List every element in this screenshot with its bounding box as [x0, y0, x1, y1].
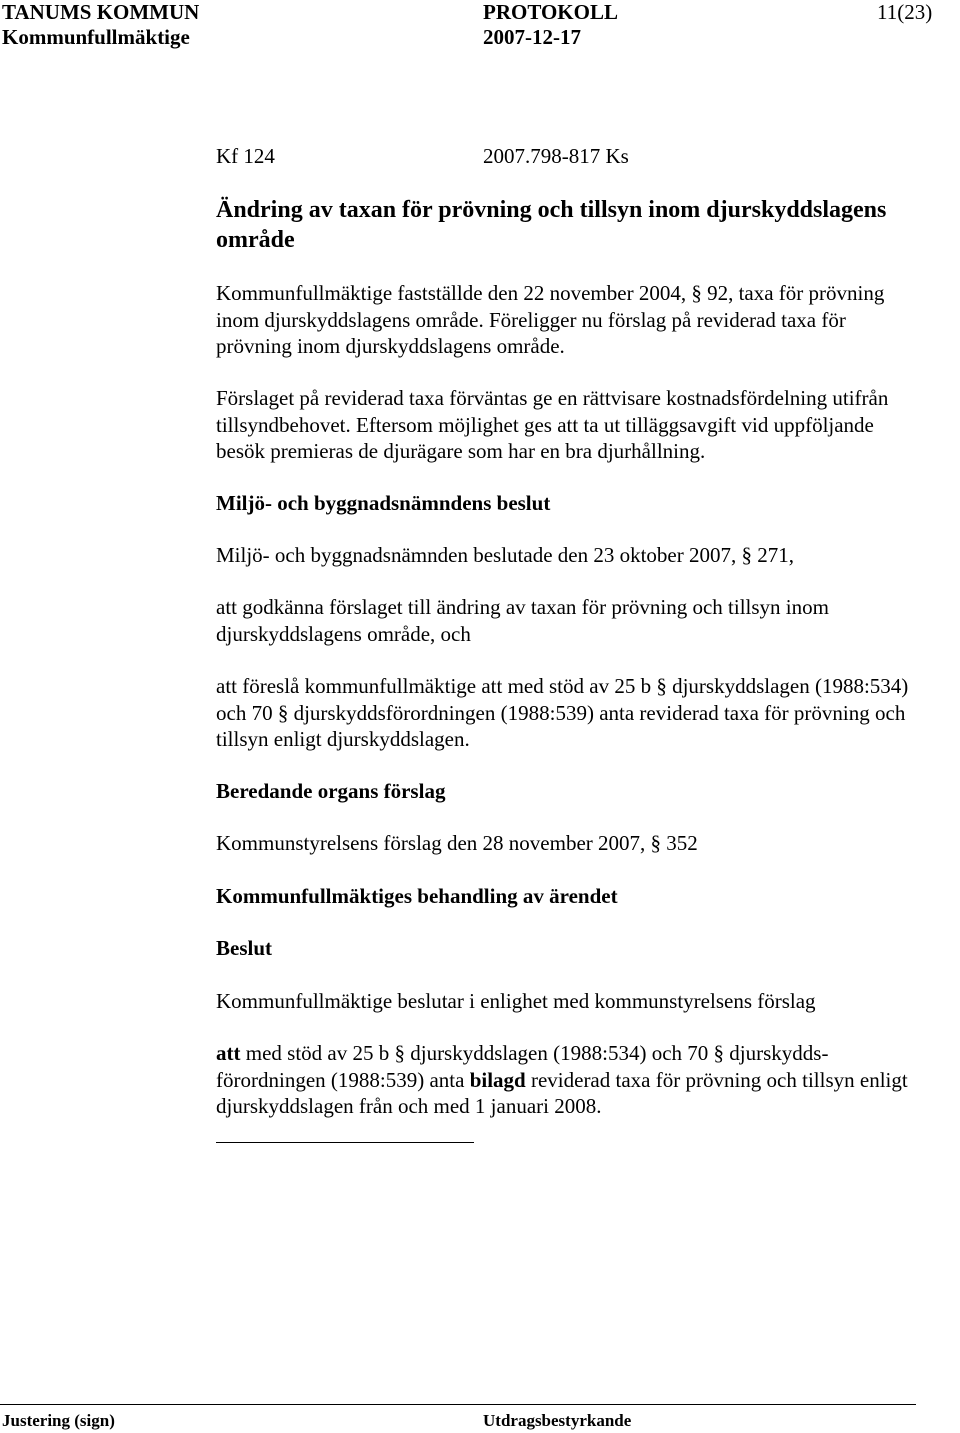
case-reference: 2007.798-817 Ks: [483, 144, 629, 168]
text-line: djurskyddslagens område, och: [216, 621, 471, 646]
motivation-paragraph: [216, 385, 888, 465]
text-line: [216, 1040, 908, 1067]
signature-divider: [216, 1142, 474, 1143]
page-title-line: Ändring av taxan för prövning och tillsyn inom djurskyddslagens: [216, 197, 887, 223]
text-fragment: reviderad taxa för prövning och tillsyn enligt: [525, 1067, 908, 1092]
section-heading-council: Kommunfullmäktiges behandling av ärendet: [216, 884, 618, 908]
text-line: och 70 § djurskyddsförordningen (1988:539) anta reviderad taxa för prövning och: [216, 700, 906, 725]
text-fragment: med stöd av 25 b § djurskyddslagen (1988:534) och 70 § djurskydds-: [240, 1041, 829, 1065]
text-line: prövning inom djurskyddslagens område.: [216, 334, 565, 358]
final-decision: [216, 1040, 908, 1120]
text-line: tillsyndbehovet. Eftersom möjlighet ges att ta ut tilläggsavgift vid uppföljande: [216, 412, 874, 437]
decision-text: Kommunfullmäktige beslutar i enlighet med kommunstyrelsens förslag: [216, 989, 816, 1013]
page-number: 11(23): [877, 0, 933, 24]
preparing-text: Kommunstyrelsens förslag den 28 november 2007, § 352: [216, 831, 698, 855]
body-name: Kommunfullmäktige: [2, 25, 190, 49]
text-line: Förslaget på reviderad taxa förväntas ge en rättvisare kostnadsfördelning utifrån: [216, 386, 889, 410]
text-line: att godkänna förslaget till ändring av taxan för prövning och tillsyn inom: [216, 595, 829, 619]
footer-justering: Justering (sign): [2, 1411, 115, 1430]
text-line: besök premieras de djurägare som har en bra djurhållning.: [216, 439, 706, 463]
text-line: [216, 1067, 908, 1094]
case-paragraph: Kf 124: [216, 144, 275, 168]
section-heading-preparing: Beredande organs förslag: [216, 779, 446, 803]
meeting-date: 2007-12-17: [483, 25, 581, 49]
text-line: inom djurskyddslagens område. Föreligger nu förslag på reviderad taxa för: [216, 307, 846, 332]
text-fragment: förordningen (1988:539) anta: [216, 1067, 470, 1092]
section-heading-mbn: Miljö- och byggnadsnämndens beslut: [216, 491, 551, 515]
att-keyword: att: [216, 1041, 241, 1065]
page-title: [216, 195, 886, 255]
intro-paragraph: [216, 280, 884, 360]
text-line: att föreslå kommunfullmäktige att med stöd av 25 b § djurskyddslagen (1988:534): [216, 674, 909, 698]
decision-heading: Beslut: [216, 936, 273, 960]
att-clause-approve: [216, 594, 829, 647]
text-line: djurskyddslagen från och med 1 januari 2008.: [216, 1094, 602, 1118]
text-line: Kommunfullmäktige fastställde den 22 november 2004, § 92, taxa för prövning: [216, 281, 885, 305]
footer-divider: [0, 1404, 916, 1405]
municipality-name: TANUMS KOMMUN: [2, 0, 200, 24]
bilagd-keyword: bilagd: [469, 1067, 526, 1092]
page-title-line: område: [216, 227, 295, 253]
att-clause-propose: [216, 673, 908, 753]
footer-utdragsbestyrkande: Utdragsbestyrkande: [483, 1411, 632, 1430]
text-line: tillsyn enligt djurskyddslagen.: [216, 727, 470, 751]
document-type: PROTOKOLL: [483, 0, 618, 24]
mbn-decision-line: Miljö- och byggnadsnämnden beslutade den 23 oktober 2007, § 271,: [216, 543, 794, 567]
